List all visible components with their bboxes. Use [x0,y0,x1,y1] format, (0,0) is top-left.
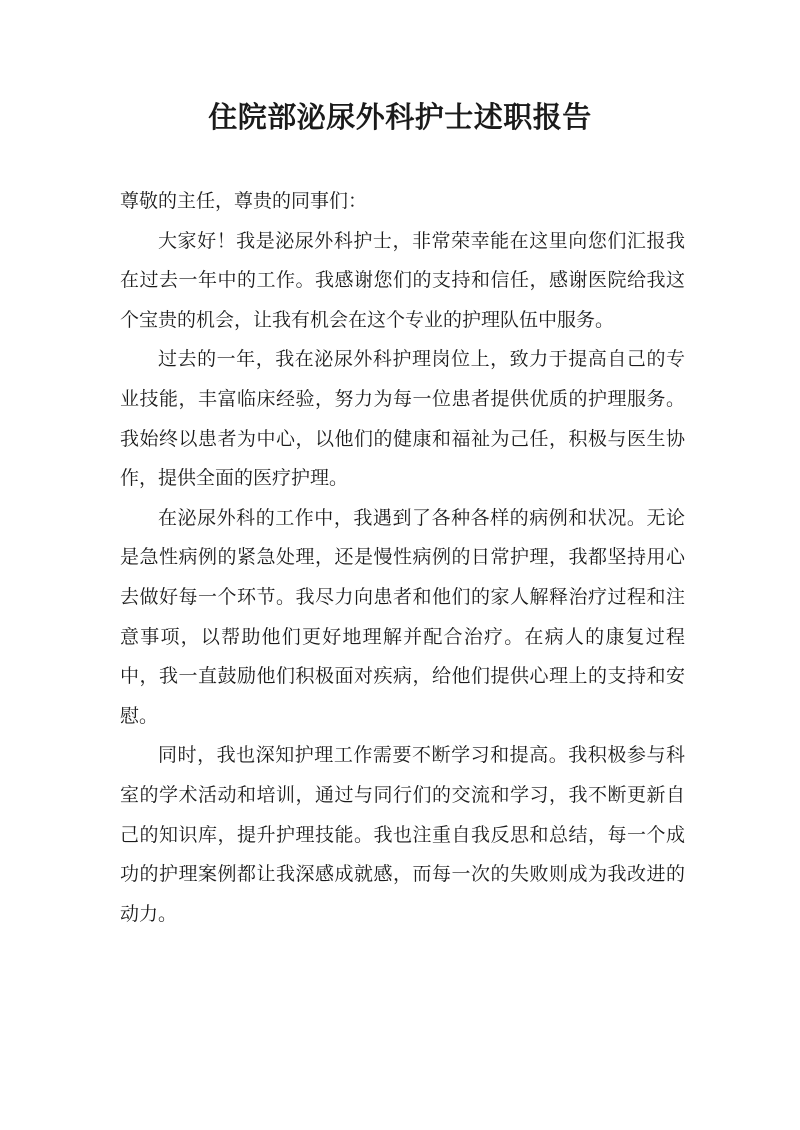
paragraph-greeting: 大家好！我是泌尿外科护士，非常荣幸能在这里向您们汇报我在过去一年中的工作。我感谢您们的支持和信任，感谢医院给我这个宝贵的机会，让我有机会在这个专业的护理队伍中服务。 [120,229,685,331]
salutation: 尊敬的主任，尊贵的同事们： [120,190,368,212]
document-title: 住院部泌尿外科护士述职报告 [208,100,592,134]
document-body [120,182,685,934]
paragraph-learning: 同时，我也深知护理工作需要不断学习和提高。我积极参与科室的学术活动和培训，通过与同行们的交流和学习，我不断更新自己的知识库，提升护理技能。我也注重自我反思和总结，每一个成功的护理案例都让我深感成就感，而每一次的失败则成为我改进的动力。 [120,744,685,925]
paragraph-work-cases: 在泌尿外科的工作中，我遇到了各种各样的病例和状况。无论是急性病例的紧急处理，还是慢性病例的日常护理，我都坚持用心去做好每一个环节。我尽力向患者和他们的家人解释治疗过程和注意事项，以帮助他们更好地理解并配合治疗。在病人的康复过程中，我一直鼓励他们积极面对疾病，给他们提供心理上的支持和安慰。 [120,506,685,727]
paragraph-past-year: 过去的一年，我在泌尿外科护理岗位上，致力于提高自己的专业技能，丰富临床经验，努力为每一位患者提供优质的护理服务。我始终以患者为中心，以他们的健康和福祉为己任，积极与医生协作，提供全面的医疗护理。 [120,348,685,490]
